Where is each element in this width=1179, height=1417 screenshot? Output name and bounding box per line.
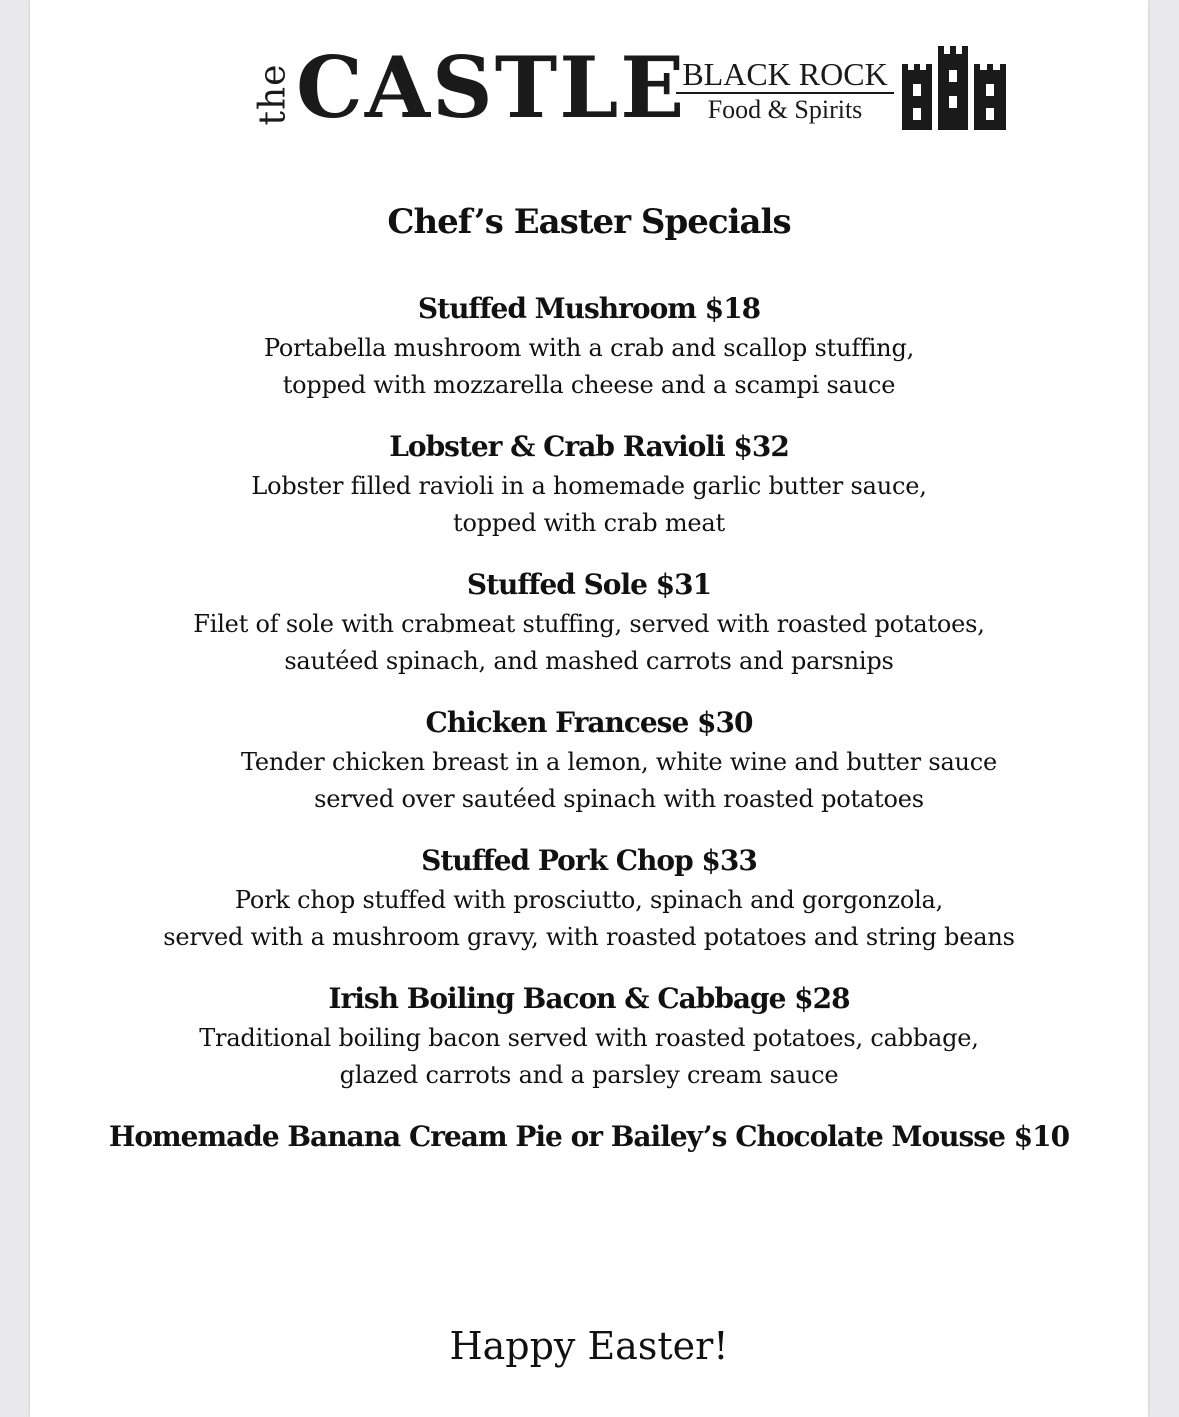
menu-item-description: topped with mozzarella cheese and a scampi sauce — [282, 371, 896, 399]
menu-item — [30, 564, 1148, 680]
closing-message: Happy Easter! — [449, 1324, 729, 1368]
menu-item — [30, 978, 1148, 1094]
castle-towers-icon — [900, 46, 1008, 130]
menu-item-description: topped with crab meat — [453, 509, 725, 537]
logo-black-rock: BLACK ROCK — [676, 56, 894, 94]
menu-item — [30, 702, 1148, 818]
menu-item-name: Lobster & Crab Ravioli $32 — [389, 430, 789, 463]
menu-item-description: Pork chop stuffed with prosciutto, spinach and gorgonzola, — [234, 886, 944, 914]
restaurant-logo — [248, 38, 1008, 138]
menu-item-description: sautéed spinach, and mashed carrots and parsnips — [284, 647, 894, 675]
menu-item-description: Lobster filled ravioli in a homemade garlic butter sauce, — [251, 472, 927, 500]
logo-subtitle — [676, 56, 894, 126]
menu-item-description: Traditional boiling bacon served with roasted potatoes, cabbage, — [199, 1024, 979, 1052]
logo-food-spirits: Food & Spirits — [707, 95, 863, 124]
menu-item-description: served with a mushroom gravy, with roasted potatoes and string beans — [163, 923, 1015, 951]
menu-item-name: Chicken Francese $30 — [425, 706, 753, 739]
menu-item-description: Filet of sole with crabmeat stuffing, served with roasted potatoes, — [193, 610, 985, 638]
specials-menu — [30, 196, 1148, 1158]
menu-item-name: Stuffed Mushroom $18 — [417, 292, 761, 325]
menu-item-description: Tender chicken breast in a lemon, white wine and butter sauce — [240, 748, 998, 776]
menu-item-description: served over sautéed spinach with roasted potatoes — [314, 785, 924, 813]
menu-item-name: Stuffed Pork Chop $33 — [421, 844, 757, 877]
menu-item-name: Irish Boiling Bacon & Cabbage $28 — [328, 982, 850, 1015]
menu-item-name: Stuffed Sole $31 — [466, 568, 712, 601]
menu-title: Chef’s Easter Specials — [387, 202, 791, 242]
logo-castle-text: CASTLE — [296, 38, 687, 137]
menu-item-description: Portabella mushroom with a crab and scallop stuffing, — [263, 334, 915, 362]
menu-item — [30, 426, 1148, 542]
menu-item — [30, 288, 1148, 404]
logo-the-text: the — [252, 63, 294, 126]
menu-item-description: glazed carrots and a parsley cream sauce — [339, 1061, 839, 1089]
menu-page — [30, 0, 1148, 1417]
dessert-item: Homemade Banana Cream Pie or Bailey’s Chocolate Mousse $10 — [108, 1120, 1070, 1153]
menu-item — [30, 840, 1148, 956]
